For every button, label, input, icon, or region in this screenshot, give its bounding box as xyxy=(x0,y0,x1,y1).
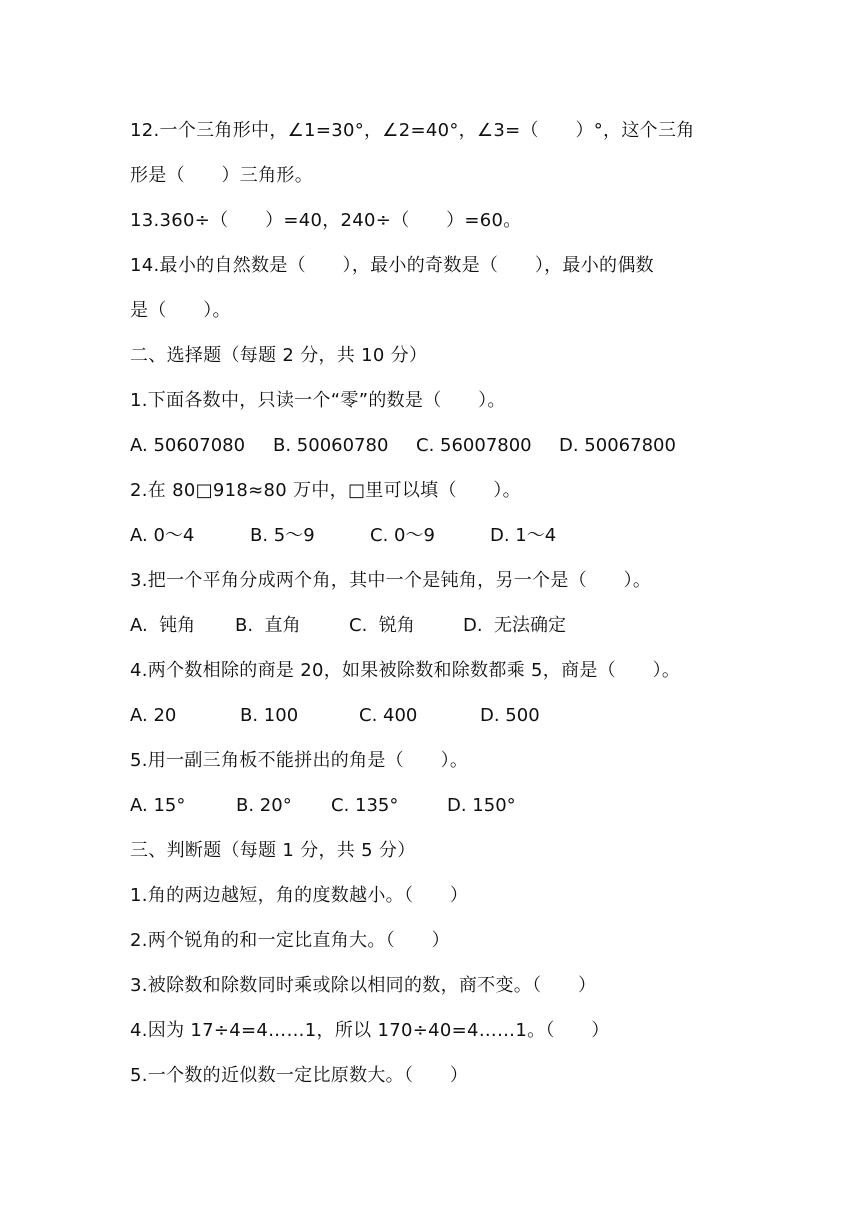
judgement-item-3: 3.被除数和除数同时乘或除以相同的数，商不变。（ ） xyxy=(130,975,597,996)
worksheet-page xyxy=(130,108,740,1098)
option-b: B. 50060780 xyxy=(273,435,389,456)
choice-question-5: 5.用一副三角板不能拼出的角是（ ）。 xyxy=(130,750,469,771)
option-d: D. 500 xyxy=(480,705,540,726)
option-a: A. 钝角 xyxy=(130,615,196,636)
option-c: C. 0～9 xyxy=(370,525,435,546)
option-b: B. 100 xyxy=(240,705,299,726)
judgement-item-2: 2.两个锐角的和一定比直角大。（ ） xyxy=(130,930,450,951)
section-choice-heading: 二、选择题（每题 2 分，共 10 分） xyxy=(130,345,428,366)
choice-question-2: 2.在 80□918≈80 万中，□里可以填（ ）。 xyxy=(130,480,521,501)
option-b: B. 20° xyxy=(236,795,292,816)
choice-question-3: 3.把一个平角分成两个角，其中一个是钝角，另一个是（ ）。 xyxy=(130,570,652,591)
option-a: A. 50607080 xyxy=(130,435,246,456)
question-12-line-2: 形是（ ）三角形。 xyxy=(130,165,313,186)
option-d: D. 无法确定 xyxy=(463,615,567,636)
choice-options-1 xyxy=(130,423,740,468)
choice-options-5 xyxy=(130,783,740,828)
option-c: C. 400 xyxy=(359,705,418,726)
option-b: B. 直角 xyxy=(235,615,301,636)
question-14-line-2: 是（ ）。 xyxy=(130,300,231,321)
option-a: A. 20 xyxy=(130,705,177,726)
option-c: C. 56007800 xyxy=(416,435,532,456)
option-d: D. 150° xyxy=(447,795,516,816)
section-judgement-heading: 三、判断题（每题 1 分，共 5 分） xyxy=(130,840,416,861)
option-b: B. 5～9 xyxy=(250,525,315,546)
option-a: A. 15° xyxy=(130,795,186,816)
choice-options-2 xyxy=(130,513,740,558)
option-d: D. 1～4 xyxy=(490,525,557,546)
choice-question-4: 4.两个数相除的商是 20，如果被除数和除数都乘 5，商是（ ）。 xyxy=(130,660,681,681)
option-a: A. 0～4 xyxy=(130,525,195,546)
choice-question-1: 1.下面各数中，只读一个“零”的数是（ ）。 xyxy=(130,390,506,411)
option-d: D. 50067800 xyxy=(559,435,676,456)
question-13: 13.360÷（ ）=40，240÷（ ）=60。 xyxy=(130,210,522,231)
judgement-item-4: 4.因为 17÷4=4……1，所以 170÷40=4……1。（ ） xyxy=(130,1020,610,1041)
choice-options-4 xyxy=(130,693,740,738)
choice-options-3 xyxy=(130,603,740,648)
option-c: C. 135° xyxy=(331,795,399,816)
judgement-item-5: 5.一个数的近似数一定比原数大。（ ） xyxy=(130,1065,469,1086)
judgement-item-1: 1.角的两边越短，角的度数越小。（ ） xyxy=(130,885,469,906)
option-c: C. 锐角 xyxy=(349,615,415,636)
question-14-line-1: 14.最小的自然数是（ ），最小的奇数是（ ），最小的偶数 xyxy=(130,255,654,276)
question-12-line-1: 12.一个三角形中，∠1=30°，∠2=40°，∠3=（ ）°，这个三角 xyxy=(130,120,695,141)
